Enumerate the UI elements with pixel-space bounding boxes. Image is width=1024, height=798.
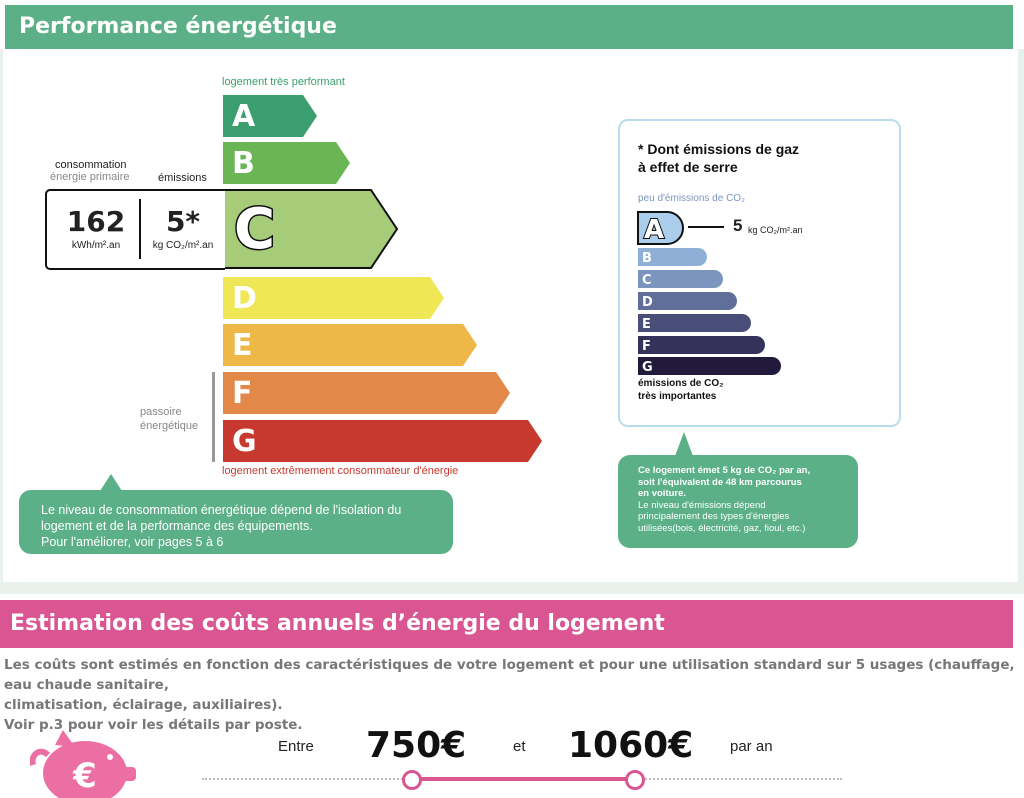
ges-info-bubble: [618, 455, 858, 548]
energy-bar-letter-e: E: [232, 328, 253, 363]
cost-min-value: 750€: [366, 725, 467, 766]
ges-bar-a: [637, 211, 687, 247]
cost-and-label: et: [513, 738, 526, 755]
ges-top-label: peu d'émissions de CO₂: [638, 193, 745, 204]
ges-bar-letter-e: E: [642, 317, 651, 332]
energy-bar-letter-f: F: [232, 376, 253, 411]
costs-desc-line3: Voir p.3 pour voir les détails par poste.: [4, 717, 303, 733]
ges-title: [638, 140, 799, 176]
ges-info-line2: principalement des types d'énergies: [638, 511, 790, 522]
cost-max-value: 1060€: [568, 725, 694, 766]
emissions-value: 5*: [165, 205, 201, 238]
energy-bar-c: [222, 189, 401, 271]
ges-bar-d: [637, 291, 741, 313]
ges-info-line1: Le niveau d'émissions dépend: [638, 499, 766, 511]
costs-section-header: [0, 600, 1013, 648]
ges-title-line1: * Dont émissions de gaz: [638, 141, 800, 157]
energy-bar-letter-c: C: [234, 197, 276, 262]
energy-bar-e: [222, 323, 481, 369]
energy-info-line1: Le niveau de consommation énergétique dépend de l'isolation du: [41, 503, 402, 517]
ges-value: 5: [733, 216, 743, 235]
ges-bar-letter-b: B: [642, 251, 652, 266]
consumption-value: 162: [66, 205, 126, 238]
ges-bubble-pointer: [675, 432, 693, 456]
consumption-title: consommation: [55, 159, 127, 171]
energy-bar-letter-g: G: [232, 424, 257, 459]
ges-info-line3: utilisées(bois, électricité, gaz, fioul, etc.): [638, 522, 806, 534]
energy-bar-f: [222, 371, 514, 417]
costs-desc-line1: Les coûts sont estimés en fonction des caractéristiques de votre logement et pour une utilisation standard sur 5 usages (chauffage, eau chaude sanitaire,: [4, 657, 1015, 693]
emissions-unit: kg CO₂/m².an: [152, 240, 214, 251]
passoire-bracket: [212, 372, 215, 462]
ges-bar-letter-g: G: [642, 360, 653, 375]
ges-bar-c: [637, 269, 727, 291]
cost-between-label: Entre: [278, 738, 314, 755]
ges-title-line2: à effet de serre: [638, 159, 738, 175]
emissions-title: émissions: [158, 172, 207, 184]
ges-unit: kg CO₂/m².an: [748, 225, 803, 235]
passoire-label-line1: passoire: [140, 406, 182, 418]
energy-info-line2: logement et de la performance des équipements.: [41, 519, 313, 533]
ges-bar-letter-d: D: [642, 295, 653, 310]
left-border: [0, 49, 3, 589]
costs-section-title: Estimation des coûts annuels d’énergie du logement: [10, 611, 665, 636]
consumption-unit: kWh/m².an: [71, 240, 121, 251]
energy-bar-letter-d: D: [232, 281, 257, 316]
svg-text:€: €: [73, 756, 97, 796]
ges-bar-letter-f: F: [642, 339, 651, 354]
ges-bar-letter-c: C: [642, 273, 652, 288]
rating-box: [45, 189, 225, 270]
scale-bottom-label: logement extrêmement consommateur d'énergie: [222, 465, 459, 477]
ges-bottom-label-line2: très importantes: [638, 391, 717, 402]
cost-range-max-handle: [625, 770, 645, 790]
ges-bar-f: [637, 335, 769, 357]
scale-top-label: logement très performant: [222, 76, 345, 88]
passoire-label: [140, 405, 198, 433]
ges-pointer-line: [688, 226, 724, 228]
ges-info-bold-line3: en voiture.: [638, 488, 687, 499]
ges-bottom-label-line1: émissions de CO₂: [638, 378, 724, 389]
energy-section-header: [5, 5, 1013, 49]
right-border: [1018, 49, 1024, 589]
energy-info-bubble: [19, 490, 453, 554]
costs-description: [4, 655, 1019, 735]
energy-bar-letter-b: B: [232, 146, 255, 181]
ges-bar-b: [637, 247, 711, 269]
ges-bar-e: [637, 313, 755, 335]
energy-info-line3: Pour l'améliorer, voir pages 5 à 6: [41, 535, 224, 549]
ges-bar-letter-a: A: [644, 215, 665, 245]
energy-bar-d: [222, 276, 448, 322]
energy-section-title: Performance énergétique: [19, 14, 337, 39]
ges-info-bold-line2: soit l'équivalent de 48 km parcourus: [638, 476, 802, 488]
energy-bar-letter-a: A: [232, 99, 256, 134]
ges-bar-g: [637, 356, 785, 378]
cost-range-min-handle: [402, 770, 422, 790]
energy-bar-g: [222, 419, 546, 465]
piggy-bank-euro-icon: [30, 725, 140, 798]
rating-box-divider: [139, 199, 141, 259]
passoire-label-line2: énergétique: [140, 420, 199, 432]
costs-desc-line2: climatisation, éclairage, auxiliaires).: [4, 697, 283, 713]
cost-range-fill: [410, 777, 634, 781]
consumption-subtitle: énergie primaire: [50, 171, 130, 183]
energy-bubble-pointer: [100, 474, 122, 491]
ges-info-bold-line1: Ce logement émet 5 kg de CO₂ par an,: [638, 465, 811, 476]
cost-per-year-label: par an: [730, 738, 773, 755]
ges-bottom-label: [638, 377, 724, 403]
section-divider: [0, 582, 1024, 594]
energy-bar-b: [222, 141, 354, 187]
energy-bar-a: [222, 94, 321, 140]
